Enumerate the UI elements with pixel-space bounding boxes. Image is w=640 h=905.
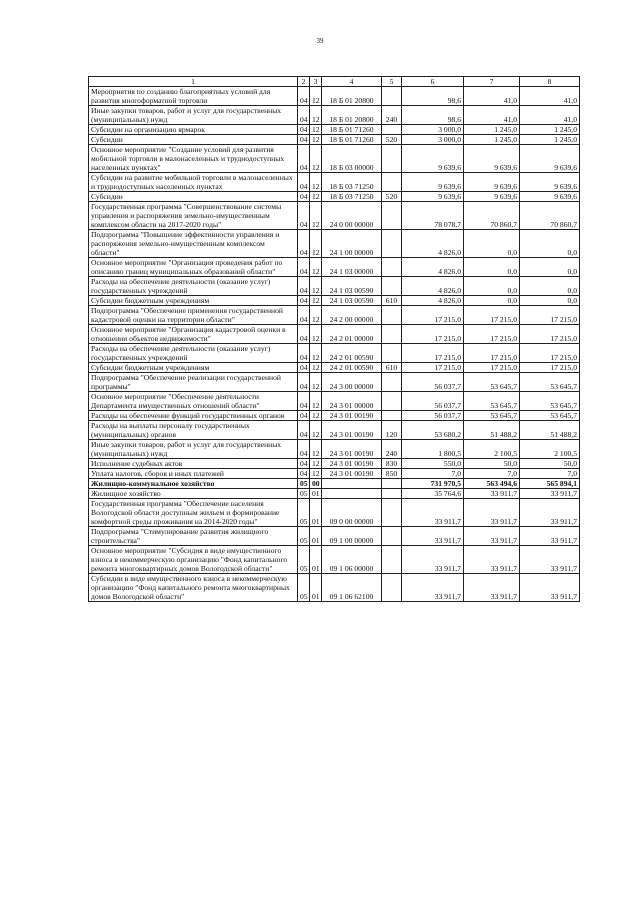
- cell-expense-type: 240: [382, 440, 402, 459]
- cell-amount-1: 17 215,0: [402, 306, 464, 325]
- cell-name: Расходы на обеспечение деятельности (оказание услуг) государственных учреждений: [89, 277, 298, 296]
- table-row: [89, 306, 580, 325]
- cell-amount-3: 53 645,7: [520, 411, 580, 421]
- cell-amount-2: 70 860,7: [464, 202, 520, 230]
- cell-target-article: 24 1 03 00590: [322, 277, 382, 296]
- header-cell: 2: [298, 77, 310, 87]
- cell-amount-2: 33 911,7: [464, 574, 520, 602]
- cell-section: 04: [298, 192, 310, 202]
- cell-expense-type: [382, 499, 402, 527]
- cell-expense-type: [382, 344, 402, 363]
- cell-name: Государственная программа "Совершенствование системы управления и распоряжения земельно-имущественным комплексом области на 2017-2020 годы": [89, 202, 298, 230]
- cell-amount-2: 41,0: [464, 106, 520, 125]
- cell-amount-1: 550,0: [402, 459, 464, 469]
- cell-amount-3: 33 911,7: [520, 546, 580, 574]
- cell-expense-type: [382, 411, 402, 421]
- table-row: [89, 489, 580, 499]
- table-row: [89, 574, 580, 602]
- cell-name: Субсидии бюджетным учреждениям: [89, 363, 298, 373]
- cell-amount-2: 53 645,7: [464, 411, 520, 421]
- cell-subsection: 01: [310, 546, 322, 574]
- cell-amount-1: 33 911,7: [402, 499, 464, 527]
- cell-name: Подпрограмма "Обеспечение применения государственной кадастровой оценки на территории области": [89, 306, 298, 325]
- cell-expense-type: 850: [382, 469, 402, 479]
- cell-amount-2: 1 245,0: [464, 125, 520, 135]
- table-row: [89, 411, 580, 421]
- cell-amount-1: 33 911,7: [402, 574, 464, 602]
- cell-expense-type: 120: [382, 421, 402, 440]
- table-row: [89, 392, 580, 411]
- cell-amount-2: 0,0: [464, 277, 520, 296]
- header-cell: 8: [520, 77, 580, 87]
- cell-expense-type: 610: [382, 296, 402, 306]
- cell-target-article: 24 2 01 00590: [322, 344, 382, 363]
- cell-amount-3: 1 245,0: [520, 125, 580, 135]
- table-row: [89, 373, 580, 392]
- cell-expense-type: [382, 145, 402, 173]
- cell-amount-2: 0,0: [464, 296, 520, 306]
- cell-expense-type: [382, 87, 402, 106]
- cell-expense-type: 520: [382, 135, 402, 145]
- cell-amount-1: 3 000,0: [402, 125, 464, 135]
- cell-amount-3: 565 894,1: [520, 479, 580, 489]
- cell-section: 04: [298, 469, 310, 479]
- cell-amount-2: 33 911,7: [464, 489, 520, 499]
- cell-expense-type: [382, 258, 402, 277]
- cell-target-article: 24 3 01 00000: [322, 392, 382, 411]
- cell-amount-1: 56 037,7: [402, 411, 464, 421]
- table-row: [89, 258, 580, 277]
- cell-amount-2: 7,0: [464, 469, 520, 479]
- cell-subsection: 12: [310, 325, 322, 344]
- cell-amount-3: 17 215,0: [520, 344, 580, 363]
- cell-section: 05: [298, 479, 310, 489]
- cell-target-article: 24 2 00 00000: [322, 306, 382, 325]
- cell-target-article: 09 0 00 00000: [322, 499, 382, 527]
- cell-subsection: 12: [310, 87, 322, 106]
- cell-amount-2: 33 911,7: [464, 499, 520, 527]
- table-row: [89, 363, 580, 373]
- cell-amount-3: 33 911,7: [520, 574, 580, 602]
- cell-amount-1: 56 037,7: [402, 373, 464, 392]
- header-cell: 1: [89, 77, 298, 87]
- cell-amount-1: 78 078,7: [402, 202, 464, 230]
- cell-amount-3: 41,0: [520, 106, 580, 125]
- table-row: [89, 173, 580, 192]
- cell-amount-3: 9 639,6: [520, 192, 580, 202]
- cell-target-article: 18 Б 01 71260: [322, 125, 382, 135]
- cell-amount-3: 53 645,7: [520, 392, 580, 411]
- cell-amount-1: 731 970,5: [402, 479, 464, 489]
- table-row: [89, 192, 580, 202]
- cell-amount-2: 17 215,0: [464, 363, 520, 373]
- table-row: [89, 230, 580, 258]
- cell-target-article: 24 2 01 00000: [322, 325, 382, 344]
- cell-expense-type: [382, 489, 402, 499]
- table-row: [89, 546, 580, 574]
- cell-subsection: 12: [310, 459, 322, 469]
- cell-name: Жилищное хозяйство: [89, 489, 298, 499]
- cell-section: 04: [298, 258, 310, 277]
- cell-subsection: 01: [310, 527, 322, 546]
- cell-section: 05: [298, 546, 310, 574]
- cell-target-article: [322, 489, 382, 499]
- cell-section: 04: [298, 296, 310, 306]
- cell-target-article: 18 Б 01 20800: [322, 106, 382, 125]
- cell-subsection: 12: [310, 173, 322, 192]
- cell-subsection: 12: [310, 373, 322, 392]
- cell-amount-1: 4 826,0: [402, 230, 464, 258]
- cell-amount-3: 2 100,5: [520, 440, 580, 459]
- cell-name: Субсидии: [89, 135, 298, 145]
- cell-section: 04: [298, 125, 310, 135]
- cell-amount-1: 7,0: [402, 469, 464, 479]
- table-row: [89, 145, 580, 173]
- cell-section: 04: [298, 363, 310, 373]
- cell-amount-1: 35 764,6: [402, 489, 464, 499]
- cell-target-article: 09 1 06 62100: [322, 574, 382, 602]
- cell-section: 04: [298, 106, 310, 125]
- cell-subsection: 01: [310, 489, 322, 499]
- cell-name: Иные закупки товаров, работ и услуг для государственных (муниципальных) нужд: [89, 440, 298, 459]
- cell-target-article: 24 3 01 00190: [322, 440, 382, 459]
- cell-subsection: 12: [310, 277, 322, 296]
- cell-section: 04: [298, 277, 310, 296]
- cell-expense-type: [382, 325, 402, 344]
- cell-amount-2: 9 639,6: [464, 173, 520, 192]
- cell-expense-type: [382, 173, 402, 192]
- cell-amount-2: 17 215,0: [464, 325, 520, 344]
- cell-subsection: 01: [310, 574, 322, 602]
- cell-subsection: 12: [310, 106, 322, 125]
- cell-name: Мероприятия по созданию благоприятных условий для развития многоформатной торговли: [89, 87, 298, 106]
- table-row: [89, 459, 580, 469]
- cell-section: 04: [298, 373, 310, 392]
- cell-amount-3: 33 911,7: [520, 527, 580, 546]
- cell-expense-type: [382, 277, 402, 296]
- cell-name: Исполнение судебных актов: [89, 459, 298, 469]
- cell-amount-3: 33 911,7: [520, 499, 580, 527]
- cell-name: Основное мероприятие "Обеспечение деятельности Департамента имущественных отношений области": [89, 392, 298, 411]
- cell-section: 04: [298, 173, 310, 192]
- cell-section: 04: [298, 325, 310, 344]
- cell-amount-1: 4 826,0: [402, 277, 464, 296]
- cell-subsection: 12: [310, 440, 322, 459]
- cell-name: Субсидии: [89, 192, 298, 202]
- cell-amount-1: 9 639,6: [402, 192, 464, 202]
- table-row: [89, 135, 580, 145]
- cell-subsection: 12: [310, 411, 322, 421]
- cell-name: Жилищно-коммунальное хозяйство: [89, 479, 298, 489]
- header-cell: 6: [402, 77, 464, 87]
- cell-target-article: 24 1 00 00000: [322, 230, 382, 258]
- cell-name: Субсидии в виде имущественного взноса в некоммерческую организацию "Фонд капитального ремонта многоквартирных домов Вологодской области": [89, 574, 298, 602]
- table-row: [89, 499, 580, 527]
- table-row: [89, 325, 580, 344]
- header-cell: 3: [310, 77, 322, 87]
- cell-section: 04: [298, 440, 310, 459]
- table-row: [89, 344, 580, 363]
- cell-target-article: [322, 479, 382, 489]
- cell-expense-type: [382, 202, 402, 230]
- cell-amount-3: 0,0: [520, 258, 580, 277]
- cell-name: Субсидии на развитие мобильной торговли в малонаселенных и труднодоступных населенных пунктах: [89, 173, 298, 192]
- cell-target-article: 18 Б 03 00000: [322, 145, 382, 173]
- cell-target-article: 24 1 03 00000: [322, 258, 382, 277]
- cell-expense-type: 830: [382, 459, 402, 469]
- cell-amount-1: 4 826,0: [402, 258, 464, 277]
- cell-amount-3: 0,0: [520, 277, 580, 296]
- cell-expense-type: [382, 230, 402, 258]
- cell-amount-1: 98,6: [402, 87, 464, 106]
- cell-name: Основное мероприятие "Субсидия в виде имущественного взноса в некоммерческую организацию "Фонд капитального ремонта многоквартирных домов Вологодской области": [89, 546, 298, 574]
- cell-subsection: 12: [310, 344, 322, 363]
- header-cell: 4: [322, 77, 382, 87]
- cell-subsection: 12: [310, 135, 322, 145]
- cell-target-article: 24 2 01 00590: [322, 363, 382, 373]
- cell-target-article: 24 3 01 00190: [322, 411, 382, 421]
- cell-section: 04: [298, 145, 310, 173]
- cell-amount-3: 53 645,7: [520, 373, 580, 392]
- table-row: [89, 296, 580, 306]
- cell-expense-type: [382, 125, 402, 135]
- cell-amount-2: 563 494,6: [464, 479, 520, 489]
- cell-expense-type: [382, 527, 402, 546]
- table-row: [89, 87, 580, 106]
- cell-name: Расходы на обеспечение деятельности (оказание услуг) государственных учреждений: [89, 344, 298, 363]
- cell-amount-2: 41,0: [464, 87, 520, 106]
- cell-target-article: 24 3 01 00190: [322, 421, 382, 440]
- table-row: [89, 421, 580, 440]
- cell-subsection: 12: [310, 363, 322, 373]
- cell-amount-1: 17 215,0: [402, 325, 464, 344]
- cell-section: 05: [298, 499, 310, 527]
- cell-expense-type: [382, 392, 402, 411]
- cell-amount-1: 9 639,6: [402, 145, 464, 173]
- header-cell: 5: [382, 77, 402, 87]
- cell-expense-type: [382, 306, 402, 325]
- cell-amount-3: 17 215,0: [520, 306, 580, 325]
- cell-name: Расходы на обеспечение функций государственных органов: [89, 411, 298, 421]
- cell-amount-1: 9 639,6: [402, 173, 464, 192]
- cell-name: Основное мероприятие "Организация кадастровой оценки в отношении объектов недвижимости": [89, 325, 298, 344]
- cell-name: Уплата налогов, сборов и иных платежей: [89, 469, 298, 479]
- table-row: [89, 277, 580, 296]
- cell-name: Субсидии бюджетным учреждениям: [89, 296, 298, 306]
- cell-amount-1: 53 680,2: [402, 421, 464, 440]
- cell-subsection: 12: [310, 392, 322, 411]
- cell-section: 04: [298, 459, 310, 469]
- cell-name: Иные закупки товаров, работ и услуг для государственных (муниципальных) нужд: [89, 106, 298, 125]
- cell-subsection: 12: [310, 306, 322, 325]
- cell-target-article: 18 Б 03 71250: [322, 173, 382, 192]
- cell-expense-type: [382, 546, 402, 574]
- cell-name: Подпрограмма "Обеспечение реализации государственной программы": [89, 373, 298, 392]
- cell-target-article: 18 Б 01 71260: [322, 135, 382, 145]
- cell-target-article: 09 1 00 00000: [322, 527, 382, 546]
- cell-subsection: 12: [310, 258, 322, 277]
- cell-amount-3: 33 911,7: [520, 489, 580, 499]
- cell-amount-2: 51 488,2: [464, 421, 520, 440]
- cell-expense-type: [382, 373, 402, 392]
- cell-amount-1: 33 911,7: [402, 527, 464, 546]
- cell-amount-1: 56 037,7: [402, 392, 464, 411]
- cell-subsection: 12: [310, 192, 322, 202]
- cell-target-article: 18 Б 03 71250: [322, 192, 382, 202]
- cell-target-article: 24 3 01 00190: [322, 459, 382, 469]
- cell-name: Государственная программа "Обеспечение населения Вологодской области доступным жильем и формирование комфортной среды проживания на 2014-2020 годы": [89, 499, 298, 527]
- cell-section: 04: [298, 202, 310, 230]
- table-row: [89, 125, 580, 135]
- cell-amount-3: 51 488,2: [520, 421, 580, 440]
- cell-name: Подпрограмма "Стимулирование развития жилищного строительства": [89, 527, 298, 546]
- cell-amount-2: 9 639,6: [464, 145, 520, 173]
- cell-amount-3: 7,0: [520, 469, 580, 479]
- cell-amount-1: 3 000,0: [402, 135, 464, 145]
- table-row: [89, 202, 580, 230]
- cell-amount-1: 17 215,0: [402, 344, 464, 363]
- cell-section: 04: [298, 421, 310, 440]
- cell-subsection: 12: [310, 145, 322, 173]
- page-number: 39: [316, 37, 324, 45]
- cell-amount-1: 33 911,7: [402, 546, 464, 574]
- cell-section: 04: [298, 87, 310, 106]
- cell-amount-1: 4 826,0: [402, 296, 464, 306]
- cell-target-article: 24 1 03 00590: [322, 296, 382, 306]
- cell-expense-type: 240: [382, 106, 402, 125]
- cell-target-article: 18 Б 01 20800: [322, 87, 382, 106]
- table-row: [89, 469, 580, 479]
- cell-subsection: 00: [310, 479, 322, 489]
- cell-expense-type: [382, 574, 402, 602]
- cell-amount-3: 9 639,6: [520, 145, 580, 173]
- cell-name: Подпрограмма "Повышение эффективности управления и распоряжения земельно-имущественным комплексом области": [89, 230, 298, 258]
- cell-section: 04: [298, 411, 310, 421]
- cell-target-article: 09 1 06 00000: [322, 546, 382, 574]
- cell-amount-1: 1 800,5: [402, 440, 464, 459]
- cell-amount-3: 0,0: [520, 230, 580, 258]
- cell-target-article: 24 0 00 00000: [322, 202, 382, 230]
- cell-section: 05: [298, 574, 310, 602]
- cell-expense-type: [382, 479, 402, 489]
- cell-amount-3: 17 215,0: [520, 363, 580, 373]
- cell-amount-2: 0,0: [464, 258, 520, 277]
- cell-name: Основное мероприятие "Создание условий для развития мобильной торговли в малонаселенных и труднодоступных населенных пунктах": [89, 145, 298, 173]
- cell-amount-3: 0,0: [520, 296, 580, 306]
- table-row: [89, 106, 580, 125]
- cell-target-article: 24 3 00 00000: [322, 373, 382, 392]
- cell-amount-2: 50,0: [464, 459, 520, 469]
- table-row: [89, 527, 580, 546]
- cell-name: Субсидии на организацию ярмарок: [89, 125, 298, 135]
- cell-amount-3: 1 245,0: [520, 135, 580, 145]
- cell-expense-type: 610: [382, 363, 402, 373]
- cell-amount-3: 41,0: [520, 87, 580, 106]
- cell-amount-2: 2 100,5: [464, 440, 520, 459]
- cell-subsection: 12: [310, 469, 322, 479]
- cell-subsection: 12: [310, 202, 322, 230]
- cell-subsection: 12: [310, 230, 322, 258]
- cell-subsection: 12: [310, 421, 322, 440]
- cell-target-article: 24 3 01 00190: [322, 469, 382, 479]
- cell-section: 04: [298, 135, 310, 145]
- cell-subsection: 01: [310, 499, 322, 527]
- cell-amount-2: 0,0: [464, 230, 520, 258]
- cell-section: 05: [298, 527, 310, 546]
- cell-amount-2: 53 645,7: [464, 373, 520, 392]
- table-row: [89, 479, 580, 489]
- cell-amount-2: 9 639,6: [464, 192, 520, 202]
- cell-amount-3: 50,0: [520, 459, 580, 469]
- cell-section: 04: [298, 306, 310, 325]
- cell-amount-2: 33 911,7: [464, 527, 520, 546]
- cell-amount-3: 9 639,6: [520, 173, 580, 192]
- cell-name: Основное мероприятие "Организация проведения работ по описанию границ муниципальных образований области": [89, 258, 298, 277]
- cell-subsection: 12: [310, 125, 322, 135]
- table-row: [89, 440, 580, 459]
- cell-amount-3: 70 860,7: [520, 202, 580, 230]
- cell-amount-2: 53 645,7: [464, 392, 520, 411]
- cell-section: 04: [298, 392, 310, 411]
- budget-table: [88, 76, 580, 602]
- cell-section: 04: [298, 344, 310, 363]
- cell-amount-2: 33 911,7: [464, 546, 520, 574]
- cell-amount-2: 17 215,0: [464, 306, 520, 325]
- table-header-row: [89, 77, 580, 87]
- cell-amount-2: 17 215,0: [464, 344, 520, 363]
- cell-section: 05: [298, 489, 310, 499]
- cell-amount-1: 17 215,0: [402, 363, 464, 373]
- cell-amount-3: 17 215,0: [520, 325, 580, 344]
- cell-amount-1: 98,6: [402, 106, 464, 125]
- cell-name: Расходы на выплаты персоналу государственных (муниципальных) органов: [89, 421, 298, 440]
- cell-subsection: 12: [310, 296, 322, 306]
- header-cell: 7: [464, 77, 520, 87]
- cell-amount-2: 1 245,0: [464, 135, 520, 145]
- cell-section: 04: [298, 230, 310, 258]
- cell-expense-type: 520: [382, 192, 402, 202]
